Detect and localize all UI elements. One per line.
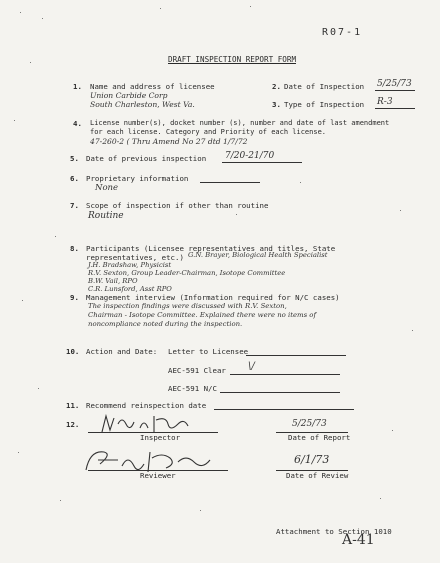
interview-line-1: The inspection findings were discussed with R.V. Sexton, [88,302,287,310]
item-11-label: Recommend reinspection date [86,401,207,410]
item-3-number: 3. [272,100,281,109]
scan-speck [55,236,56,237]
item-4-label-line1: License number(s), docket number (s), number and date of last amendment [90,119,390,127]
scan-speck [380,498,381,499]
scan-speck [18,452,19,453]
scope-value: Routine [88,211,124,221]
interview-line-3: noncompliance noted during the inspection. [88,320,243,328]
licensee-name: Union Carbide Corp [90,91,168,100]
item-12-number: 12. [66,420,80,429]
scan-speck [30,62,31,63]
item-5-label: Date of previous inspection [86,154,207,163]
reinspection-line [214,409,354,410]
report-date: 5/25/73 [292,419,327,429]
scan-speck [412,330,413,331]
item-2-number: 2. [272,82,281,91]
previous-inspection-line [222,162,302,163]
scan-speck [392,430,393,431]
item-5-number: 5. [70,154,79,163]
scan-speck [22,300,23,301]
aec-clear-line [230,374,340,375]
letter-to-licensee-label: Letter to Licensee [168,347,249,356]
inspector-label: Inspector [140,433,181,442]
aec-nc-line [220,392,340,393]
item-10-label: Action and Date: [86,347,158,356]
attachment-note: Attachment to Section 1010 [276,527,392,536]
scan-speck [14,120,15,121]
item-1-label: Name and address of licensee [90,82,215,91]
participant-3: B.W. Vail, RPO [88,277,138,285]
proprietary-info-value: None [95,183,119,193]
scan-speck [250,6,251,7]
inspection-type-line [375,108,415,109]
scan-speck [300,182,301,183]
scan-speck [200,510,201,511]
reference-number: R07-1 [322,27,363,38]
scan-speck [38,388,39,389]
scan-speck [236,214,237,215]
item-9-number: 9. [70,293,79,302]
form-title: DRAFT INSPECTION REPORT FORM [168,55,297,64]
item-8-label-line2: representatives, etc.) [86,253,184,262]
scan-speck [20,12,21,13]
license-number-value: 47-260-2 ( Thru Amend No 27 dtd 1/7/72 [90,137,248,146]
participant-1: J.H. Bradshaw, Physicist [88,261,172,269]
reviewer-label: Reviewer [140,471,176,480]
item-3-label: Type of Inspection [284,100,365,109]
item-6-line [200,182,260,183]
review-date: 6/1/73 [294,453,330,466]
item-7-number: 7. [70,201,79,210]
item-11-number: 11. [66,401,80,410]
letter-line [246,355,346,356]
item-8-number: 8. [70,244,79,253]
item-7-label: Scope of inspection if other than routine [86,201,269,210]
participant-4: C.R. Lunsford, Asst RPO [88,285,172,293]
item-1-number: 1. [73,82,82,91]
inspection-date: 5/25/73 [377,79,412,89]
previous-inspection-date: 7/20-21/70 [225,151,275,161]
item-8-label-line1: Participants (Licensee representatives and titles, State [86,244,336,253]
clear-checkmark: \/ [248,361,255,372]
item-2-label: Date of Inspection [284,82,365,91]
report-date-label: Date of Report [288,433,351,442]
scan-speck [160,8,161,9]
item-4-label-line2: for each license. Category and Priority of each license. [90,128,327,136]
page-mark: A-41 [342,532,375,548]
inspection-date-line [375,90,415,91]
review-date-label: Date of Review [286,471,349,480]
participant-2: R.V. Sexton, Group Leader-Chairman, Isotope Committee [88,269,286,277]
item-6-label: Proprietary information [86,174,189,183]
aec-591-nc-label: AEC-591 N/C [168,384,217,393]
inspection-type: R-3 [377,97,393,107]
aec-591-clear-label: AEC-591 Clear [168,366,226,375]
item-6-number: 6. [70,174,79,183]
item-4-number: 4. [73,119,82,128]
interview-line-2: Chairman - Isotope Committee. Explained there were no items of [88,311,317,319]
scan-speck [42,18,43,19]
licensee-address: South Charleston, West Va. [90,100,195,109]
item-9-label: Management interview (Information required for N/C cases) [86,293,340,302]
participant-0: G.N. Brayer, Biological Health Specialist [188,251,328,259]
scan-speck [60,500,61,501]
scan-speck [400,210,401,211]
item-10-number: 10. [66,347,80,356]
